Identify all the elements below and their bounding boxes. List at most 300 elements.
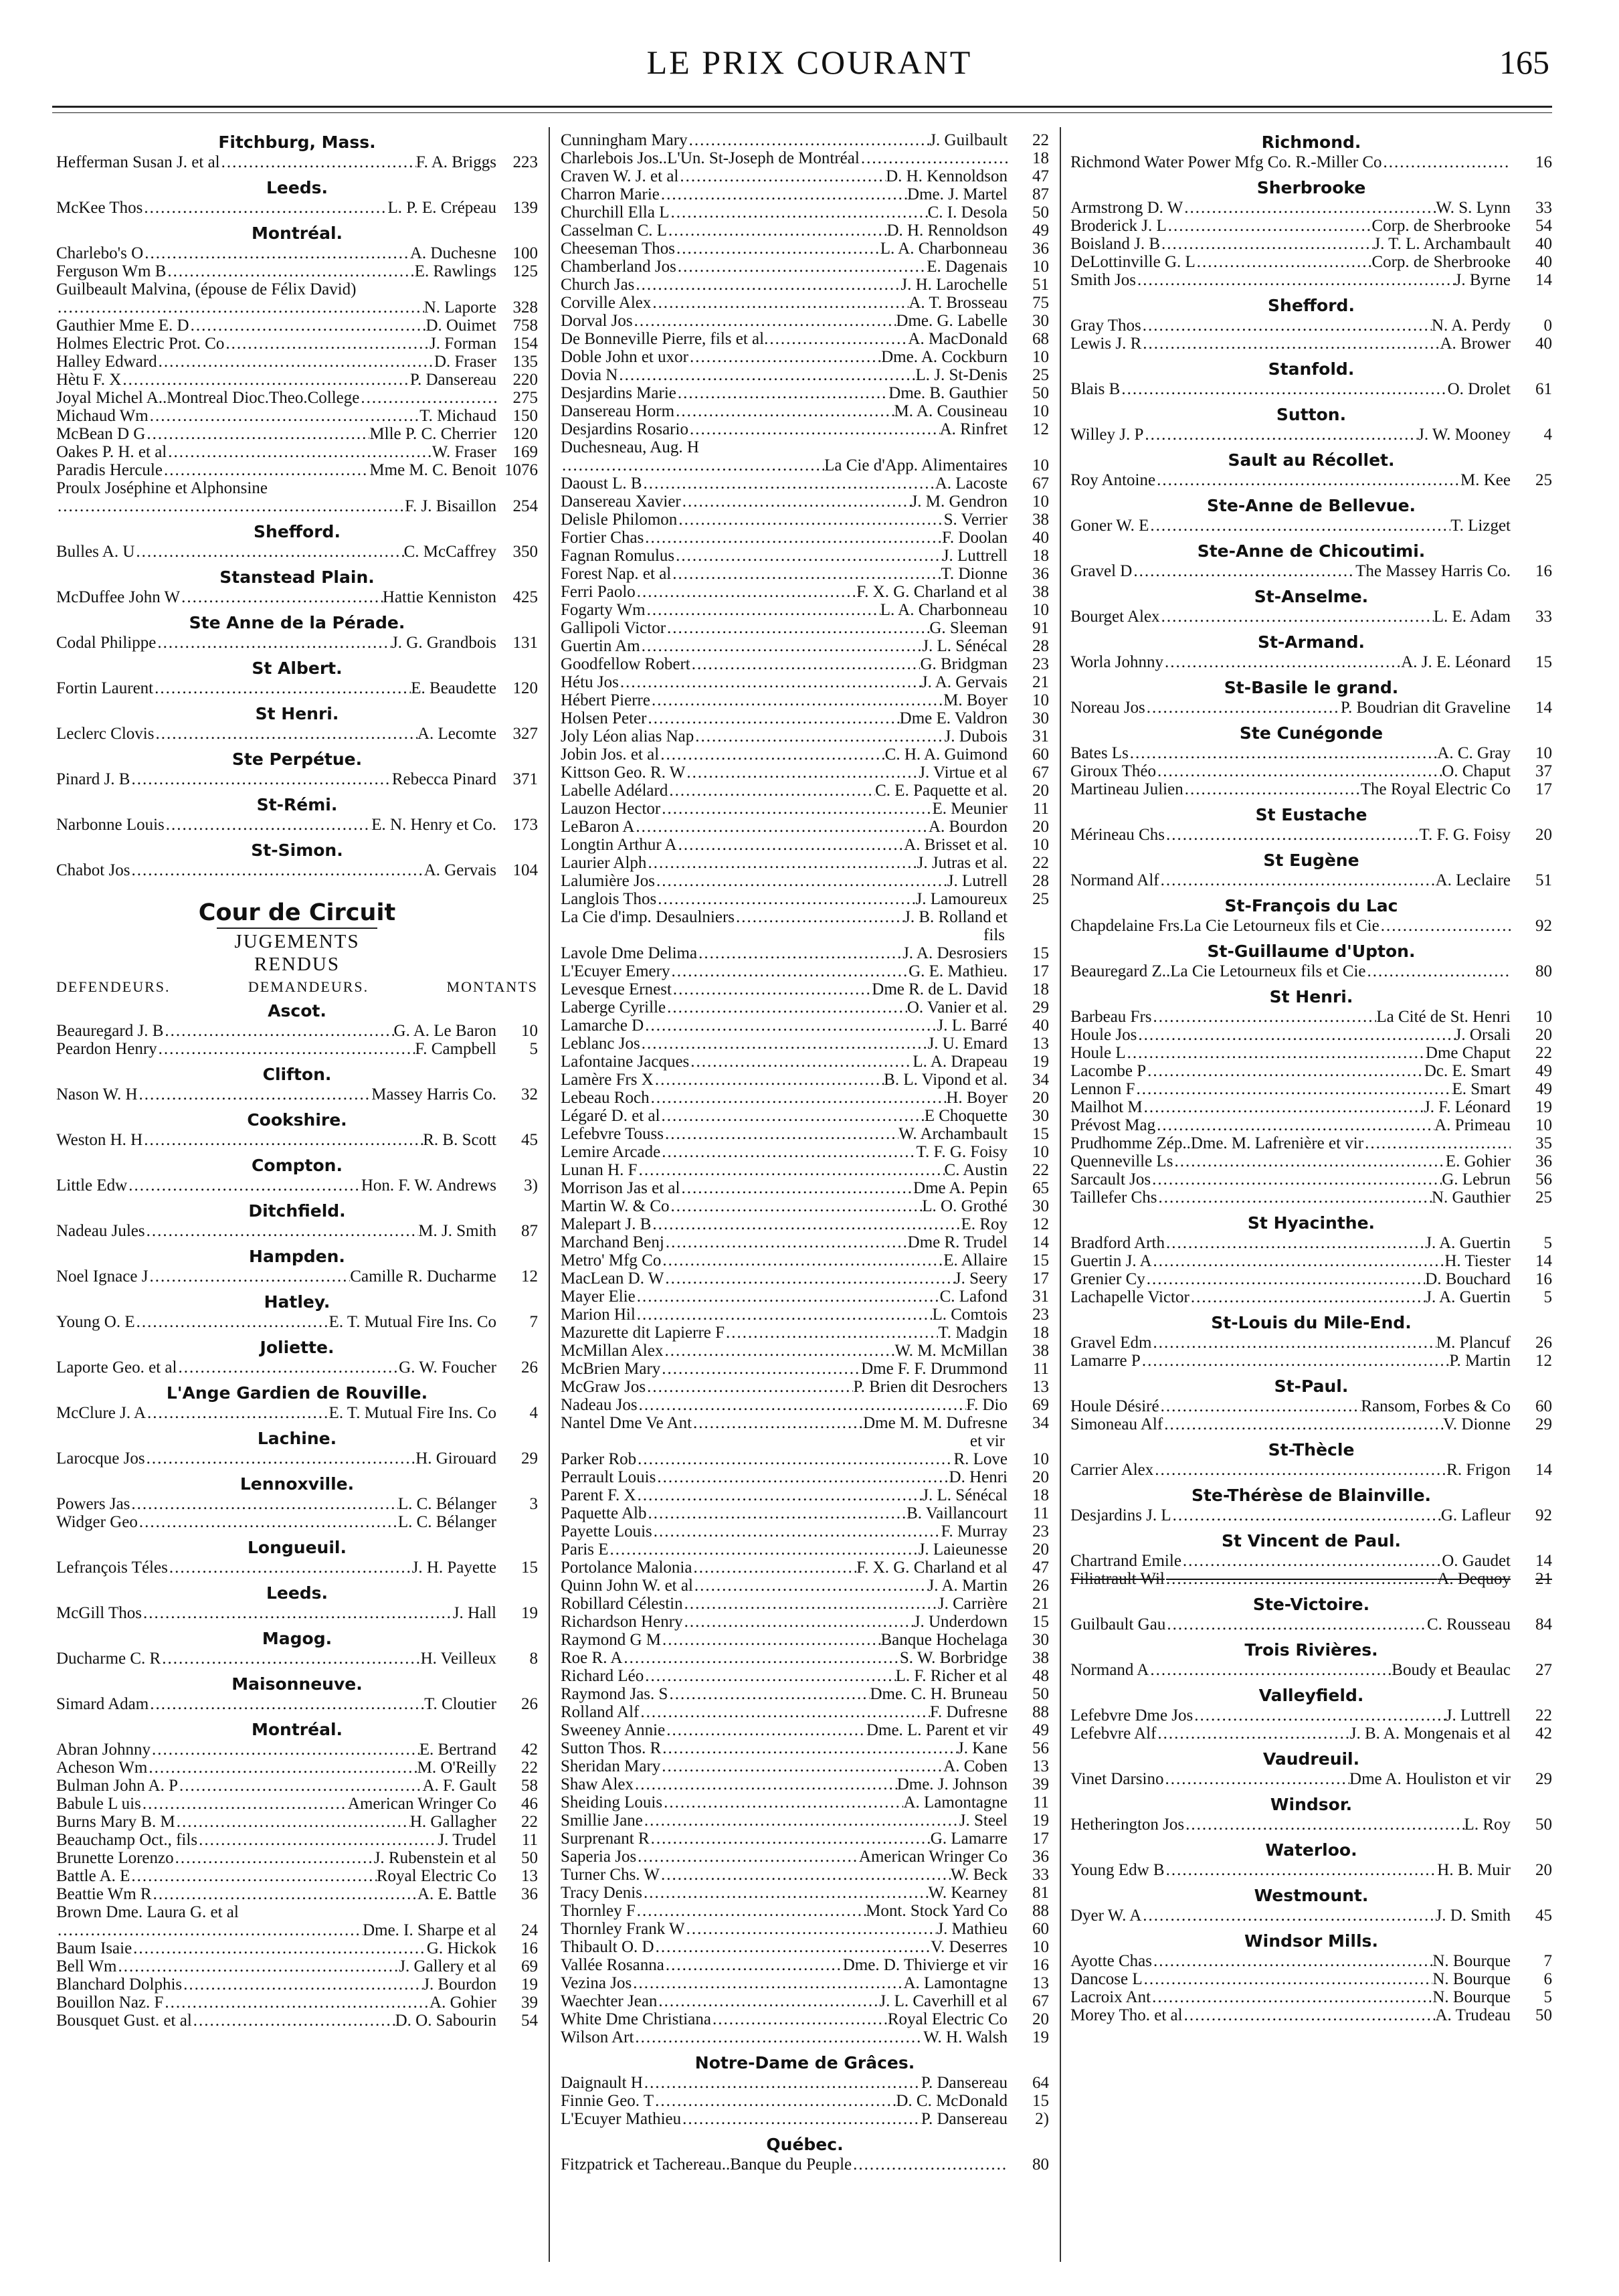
judgment-row — [1070, 1725, 1552, 1743]
amount: 50 — [1032, 384, 1049, 402]
amount: 10 — [1032, 1938, 1049, 1956]
plaintiff: Dme A. Pepin — [913, 1179, 1008, 1197]
leader-dots — [56, 497, 405, 515]
plaintiff: N. Laporte — [423, 298, 496, 317]
judgment-row — [56, 770, 538, 788]
plaintiff: D. Henri — [949, 1468, 1008, 1486]
plaintiff: E. Bertrand — [419, 1741, 496, 1759]
leader-dots — [1143, 1970, 1433, 1988]
amount: 7 — [1543, 1952, 1552, 1970]
leader-dots — [145, 425, 369, 443]
section-subtitle: JUGEMENTS RENDUS — [217, 928, 377, 976]
plaintiff: J. A. Desrosiers — [902, 944, 1008, 962]
plaintiff: J. B. Rolland et — [904, 908, 1008, 926]
judgment-row — [1070, 471, 1552, 489]
defendant: Lachapelle Victor — [1070, 1288, 1189, 1306]
plaintiff: F. J. Bisaillon — [405, 497, 496, 515]
judgments-list-3 — [1070, 131, 1552, 2030]
judgment-row — [1070, 517, 1552, 535]
leader-dots — [1132, 562, 1355, 580]
plaintiff: Dme. C. H. Bruneau — [870, 1685, 1008, 1703]
amount: 42 — [521, 1741, 538, 1759]
plaintiff: R. B. Scott — [423, 1131, 496, 1149]
defendant: Nantel Dme Ve Ant — [561, 1414, 692, 1432]
defendant: Corville Alex — [561, 294, 652, 312]
plaintiff: Camille R. Ducharme — [350, 1267, 496, 1286]
judgment-row — [561, 1739, 1049, 1757]
defendant: Normand A — [1070, 1661, 1149, 1679]
defendant: Bourget Alex — [1070, 608, 1160, 626]
plaintiff: N. Gauthier — [1431, 1188, 1511, 1207]
leader-dots — [163, 1994, 430, 2012]
judgment-row — [561, 890, 1049, 908]
plaintiff: D. Bouchard — [1425, 1270, 1511, 1288]
amount: 26 — [1535, 1334, 1552, 1352]
amount: 39 — [521, 1994, 538, 2012]
amount: 10 — [1032, 1450, 1049, 1468]
amount: 87 — [521, 1222, 538, 1240]
judgment-row — [1070, 1352, 1552, 1370]
amount: 100 — [512, 244, 538, 262]
leader-dots — [152, 1885, 417, 1903]
amount: 169 — [512, 443, 538, 461]
amount: 40 — [1535, 335, 1552, 353]
leader-dots — [664, 1269, 955, 1288]
leader-dots — [182, 1975, 423, 1994]
amount: 51 — [1535, 871, 1552, 889]
judgment-row — [1070, 744, 1552, 762]
leader-dots — [636, 1306, 933, 1324]
defendant: Surprenant R — [561, 1830, 650, 1848]
amount: 19 — [1032, 1812, 1049, 1830]
judgment-row — [561, 131, 1049, 149]
defendant: Richmond Water Power Mfg Co. R.-Miller Co — [1070, 153, 1382, 171]
defendant: Robillard Célestin — [561, 1595, 683, 1613]
group-spacer — [56, 1058, 538, 1063]
judgment-row — [561, 1812, 1049, 1830]
plaintiff: M. Plancuf — [1436, 1334, 1511, 1352]
defendant: Young O. E — [56, 1313, 135, 1331]
heading-montants: MONTANTS — [446, 978, 538, 995]
amount: 19 — [521, 1975, 538, 1994]
leader-dots — [56, 1921, 363, 1939]
defendant: Lacombe P — [1070, 1062, 1147, 1080]
amount: 6 — [1543, 1970, 1552, 1988]
judgment-row — [56, 725, 538, 743]
plaintiff: J. A. Guertin — [1425, 1234, 1511, 1252]
circuit-list — [56, 1000, 538, 2035]
defendant: Peardon Henry — [56, 1040, 157, 1058]
amount: 22 — [521, 1759, 538, 1777]
plaintiff: A. T. Brosseau — [909, 294, 1008, 312]
amount: 16 — [1535, 153, 1552, 171]
judgment-row — [1070, 653, 1552, 671]
group-spacer — [1070, 1207, 1552, 1212]
amount: 65 — [1032, 1179, 1049, 1197]
header-rule — [52, 106, 1552, 108]
amount: 12 — [521, 1267, 538, 1286]
place-heading: St-Guillaume d'Upton. — [1207, 942, 1416, 961]
group-spacer — [56, 1577, 538, 1582]
judgment-row — [561, 312, 1049, 330]
defendant: Marion Hil — [561, 1306, 636, 1324]
leader-dots — [224, 335, 430, 353]
defendant: Gray Thos — [1070, 317, 1141, 335]
plaintiff: J. H. Payette — [411, 1559, 496, 1577]
judgment-row — [561, 2110, 1049, 2128]
amount: 5 — [1543, 1988, 1552, 2006]
place-heading: St Henri. — [255, 704, 339, 723]
leader-dots — [688, 420, 940, 438]
defendant: Broderick J. L — [1070, 217, 1167, 235]
judgment-row — [561, 601, 1049, 619]
plaintiff: G. Lamarre — [930, 1830, 1008, 1848]
defendant: Thornley F — [561, 1902, 636, 1920]
plaintiff: R. Love — [953, 1450, 1008, 1468]
judgment-row — [561, 565, 1049, 583]
judgment-row — [561, 366, 1049, 384]
leader-dots — [1382, 153, 1511, 171]
plaintiff: A. MacDonald — [908, 330, 1008, 348]
amount: 15 — [1032, 2092, 1049, 2110]
judgment-row — [561, 1233, 1049, 1251]
group-spacer — [1070, 1524, 1552, 1530]
plaintiff: Mlle P. C. Cherrier — [369, 425, 496, 443]
amount: 49 — [1032, 222, 1049, 240]
leader-dots — [1184, 1816, 1464, 1834]
plaintiff: Ransom, Forbes & Co — [1361, 1397, 1511, 1415]
leader-dots — [735, 908, 904, 926]
amount: 81 — [1032, 1884, 1049, 1902]
defendant: Raymond G M — [561, 1631, 661, 1649]
leader-dots — [664, 1956, 843, 1974]
judgment-row — [56, 1559, 538, 1577]
leader-dots — [153, 679, 411, 697]
judgment-row — [1070, 762, 1552, 780]
plaintiff: Dme. L. Parent et vir — [866, 1721, 1008, 1739]
amount: 220 — [512, 371, 538, 389]
defendant: Paquette Alb — [561, 1504, 647, 1522]
defendant: Rolland Alf — [561, 1703, 640, 1721]
defendant: Desjardins J. L — [1070, 1506, 1171, 1524]
defendant: Narbonne Louis — [56, 816, 165, 834]
group-spacer — [56, 561, 538, 566]
defendant: Battle A. E — [56, 1867, 130, 1885]
leader-dots — [130, 861, 423, 879]
plaintiff: H. Girouard — [415, 1449, 496, 1468]
leader-dots — [674, 402, 894, 420]
defendant: Sheridan Mary — [561, 1757, 661, 1775]
judgment-row — [561, 1757, 1049, 1775]
defendant: Joly Léon alias Nap — [561, 727, 694, 745]
judgment-row — [561, 1143, 1049, 1161]
defendant: Kittson Geo. R. W — [561, 764, 686, 782]
leader-dots — [650, 691, 943, 709]
plaintiff: P. Boudrian dit Graveline — [1340, 699, 1511, 717]
plaintiff: L. J. St-Denis — [915, 366, 1008, 384]
defendant: Armstrong D. W — [1070, 199, 1183, 217]
amount: 33 — [1535, 199, 1552, 217]
plaintiff: Dme. J. Martel — [907, 185, 1008, 203]
leader-dots — [677, 836, 904, 854]
amount: 50 — [1535, 1816, 1552, 1834]
judgment-row — [561, 2028, 1049, 2046]
defendant: Guilbeault Malvina, (épouse de Félix David) — [56, 280, 357, 298]
judgment-row — [1070, 1397, 1552, 1415]
leader-dots — [683, 1595, 938, 1613]
judgment-row — [561, 1089, 1049, 1107]
leader-dots — [1149, 517, 1450, 535]
defendant: Martineau Julien — [1070, 780, 1183, 798]
leader-dots — [660, 1360, 861, 1378]
leader-dots — [1181, 1552, 1442, 1570]
plaintiff: J. Byrne — [1454, 271, 1511, 289]
leader-dots — [1165, 1615, 1427, 1633]
amount: 135 — [512, 353, 538, 371]
defendant: Abran Johnny — [56, 1741, 151, 1759]
leader-dots — [725, 1324, 938, 1342]
leader-dots — [1366, 962, 1511, 980]
amount: 48 — [1032, 1667, 1049, 1685]
place-heading: St-Louis du Mile-End. — [1211, 1313, 1412, 1332]
judgment-row — [561, 294, 1049, 312]
plaintiff: P. Martin — [1449, 1352, 1511, 1370]
amount: 18 — [1032, 547, 1049, 565]
judgment-row — [1070, 317, 1552, 335]
leader-dots — [189, 317, 426, 335]
judgment-row — [56, 407, 538, 425]
defendant: McMillan Alex — [561, 1342, 664, 1360]
amount: 7 — [529, 1313, 538, 1331]
leader-dots — [670, 1197, 923, 1215]
defendant: Sweeney Annie — [561, 1721, 666, 1739]
plaintiff: M. Kee — [1460, 471, 1511, 489]
judgment-row — [561, 1830, 1049, 1848]
leader-dots — [56, 298, 424, 317]
group-spacer — [1070, 671, 1552, 677]
page-number: 165 — [1499, 43, 1549, 81]
amount: 14 — [1535, 271, 1552, 289]
judgment-row — [561, 240, 1049, 258]
plaintiff: L. O. Grothé — [922, 1197, 1008, 1215]
judgment-row — [561, 583, 1049, 601]
defendant: Bousquet Gust. et al — [56, 2012, 192, 2030]
plaintiff: A. E. Battle — [417, 1885, 496, 1903]
defendant: Lefebvre Touss — [561, 1125, 664, 1143]
leader-dots — [166, 262, 414, 280]
amount: 25 — [1032, 890, 1049, 908]
defendant: Richard Léo — [561, 1667, 644, 1685]
amount: 120 — [512, 425, 538, 443]
leader-dots — [130, 770, 391, 788]
defendant: Daoust L. B — [561, 474, 642, 493]
amount: 35 — [1535, 1134, 1552, 1152]
defendant: Babule L uis — [56, 1795, 141, 1813]
plaintiff: L. C. Bélanger — [397, 1513, 496, 1531]
amount: 22 — [1032, 1161, 1049, 1179]
leader-dots — [142, 1604, 453, 1622]
plaintiff: J. Bourdon — [423, 1975, 496, 1994]
amount: 21 — [1535, 1570, 1552, 1588]
judgment-row — [561, 348, 1049, 366]
leader-dots — [660, 1107, 925, 1125]
place-heading: Waterloo. — [1265, 1840, 1357, 1860]
plaintiff: J. Carrière — [937, 1595, 1008, 1613]
defendant: Laurier Alph — [561, 854, 647, 872]
amount: 61 — [1535, 380, 1552, 398]
plaintiff: Dme A. Houliston et vir — [1349, 1770, 1511, 1788]
place-heading: St-Anselme. — [1254, 587, 1369, 606]
plaintiff: J. H. Larochelle — [900, 276, 1008, 294]
defendant: Holsen Peter — [561, 709, 647, 727]
place-heading: Hampden. — [249, 1247, 345, 1266]
leader-dots — [1165, 1570, 1437, 1588]
leader-dots — [1155, 471, 1460, 489]
defendant: Worla Johnny — [1070, 653, 1163, 671]
leader-dots — [636, 1450, 953, 1468]
defendant: De Bonneville Pierre, fils et al. — [561, 330, 769, 348]
plaintiff: J. Hall — [452, 1604, 496, 1622]
defendant: L'Ecuyer Emery — [561, 962, 670, 980]
leader-dots — [660, 800, 932, 818]
judgment-row — [56, 1176, 538, 1195]
defendant: Blanchard Dolphis — [56, 1975, 183, 1994]
judgment-row — [561, 727, 1049, 745]
plaintiff: C. McCaffrey — [403, 543, 496, 561]
judgment-row — [561, 384, 1049, 402]
amount: 19 — [521, 1604, 538, 1622]
leader-dots — [660, 1143, 916, 1161]
place-heading: Vaudreuil. — [1262, 1749, 1360, 1769]
leader-dots — [1165, 826, 1420, 844]
judgment-row — [1070, 1706, 1552, 1725]
judgment-row — [1070, 1234, 1552, 1252]
leader-dots — [636, 1902, 866, 1920]
place-heading: St-Basile le grand. — [1224, 678, 1399, 697]
judgment-row — [56, 634, 538, 652]
leader-dots — [1163, 1770, 1349, 1788]
amount: 125 — [512, 262, 538, 280]
plaintiff: E. Meunier — [932, 800, 1008, 818]
defendant: Ducharme C. R — [56, 1650, 161, 1668]
leader-dots — [675, 240, 880, 258]
defendant: Nadeau Jules — [56, 1222, 145, 1240]
amount: 3 — [529, 1495, 538, 1513]
judgment-row — [56, 335, 538, 353]
defendant: Lalumière Jos — [561, 872, 655, 890]
leader-dots — [656, 1468, 949, 1486]
leader-dots — [1193, 1706, 1446, 1725]
plaintiff: Dme F. F. Drummond — [861, 1360, 1008, 1378]
amount: 36 — [1032, 1848, 1049, 1866]
column-3 — [1070, 131, 1552, 2030]
leader-dots — [151, 1741, 419, 1759]
defendant: L'Ecuyer Mathieu — [561, 2110, 682, 2128]
judgment-row — [56, 1777, 538, 1795]
amount: 28 — [1032, 872, 1049, 890]
leader-dots — [632, 1974, 903, 1992]
judgment-row — [56, 1513, 538, 1531]
judgment-row — [561, 1486, 1049, 1504]
judgment-row — [56, 497, 538, 515]
defendant: Bradford Arth — [1070, 1234, 1165, 1252]
judgment-row — [56, 353, 538, 371]
judgment-row — [1070, 1188, 1552, 1207]
judgment-row — [56, 1604, 538, 1622]
judgment-row — [56, 244, 538, 262]
defendant: Young Edw B — [1070, 1861, 1165, 1879]
amount: 49 — [1535, 1080, 1552, 1098]
plaintiff: J. U. Emard — [927, 1035, 1008, 1053]
amount: 30 — [1032, 1631, 1049, 1649]
plaintiff: J. Luttrell — [942, 547, 1008, 565]
defendant: Houle Jos — [1070, 1026, 1137, 1044]
amount: 5 — [1543, 1288, 1552, 1306]
judgment-row — [1070, 153, 1552, 171]
place-heading: St-Thècle — [1268, 1440, 1355, 1460]
defendant: Casselman C. L — [561, 222, 668, 240]
defendant: Houle L — [1070, 1044, 1126, 1062]
amount: 328 — [512, 298, 538, 317]
leader-dots — [644, 1017, 937, 1035]
amount: 92 — [1535, 917, 1552, 935]
group-spacer — [1070, 1370, 1552, 1375]
leader-dots — [654, 1071, 884, 1089]
judgment-row — [561, 1884, 1049, 1902]
defendant: Chartrand Emile — [1070, 1552, 1181, 1570]
plaintiff: E. N. Henry et Co. — [371, 816, 496, 834]
defendant: Roy Antoine — [1070, 471, 1156, 489]
defendant: Bell Wm — [56, 1957, 117, 1975]
plaintiff: American Wringer Co — [347, 1795, 496, 1813]
place-heading: Stanfold. — [1268, 359, 1355, 379]
amount: 20 — [1032, 1089, 1049, 1107]
leader-dots — [680, 1179, 913, 1197]
group-spacer — [1070, 444, 1552, 449]
amount: 26 — [1032, 1577, 1049, 1595]
judgment-row — [561, 1613, 1049, 1631]
amount: 16 — [1032, 1956, 1049, 1974]
judgment-row — [56, 1849, 538, 1867]
judgment-row — [1070, 253, 1552, 271]
defendant: Raymond Jas. S — [561, 1685, 668, 1703]
amount: 38 — [1032, 511, 1049, 529]
plaintiff: J. A. Guertin — [1425, 1288, 1511, 1306]
judgment-row — [56, 153, 538, 171]
leader-dots — [622, 1649, 900, 1667]
judgment-row — [561, 276, 1049, 294]
amount: 19 — [1032, 1053, 1049, 1071]
plaintiff: J. Trudel — [438, 1831, 496, 1849]
plaintiff: W. Archambault — [898, 1125, 1008, 1143]
place-heading: Windsor. — [1270, 1795, 1353, 1814]
defendant: Lefrançois Téles — [56, 1559, 168, 1577]
judgment-row — [561, 149, 1049, 167]
plaintiff: P. Brien dit Desrochers — [853, 1378, 1008, 1396]
amount: 15 — [1032, 1613, 1049, 1631]
plaintiff: Dme. D. Thivierge et vir — [842, 1956, 1008, 1974]
leader-dots — [1363, 1134, 1511, 1152]
judgments-list-1 — [56, 131, 538, 885]
leader-dots — [668, 1685, 870, 1703]
plaintiff: H. B. Muir — [1437, 1861, 1511, 1879]
defendant: Perrault Louis — [561, 1468, 656, 1486]
judgment-row — [1070, 1288, 1552, 1306]
leader-dots — [1159, 1397, 1361, 1415]
plaintiff: J. L. Barré — [937, 1017, 1008, 1035]
place-heading: St-Rémi. — [256, 795, 338, 814]
leader-dots — [646, 854, 917, 872]
